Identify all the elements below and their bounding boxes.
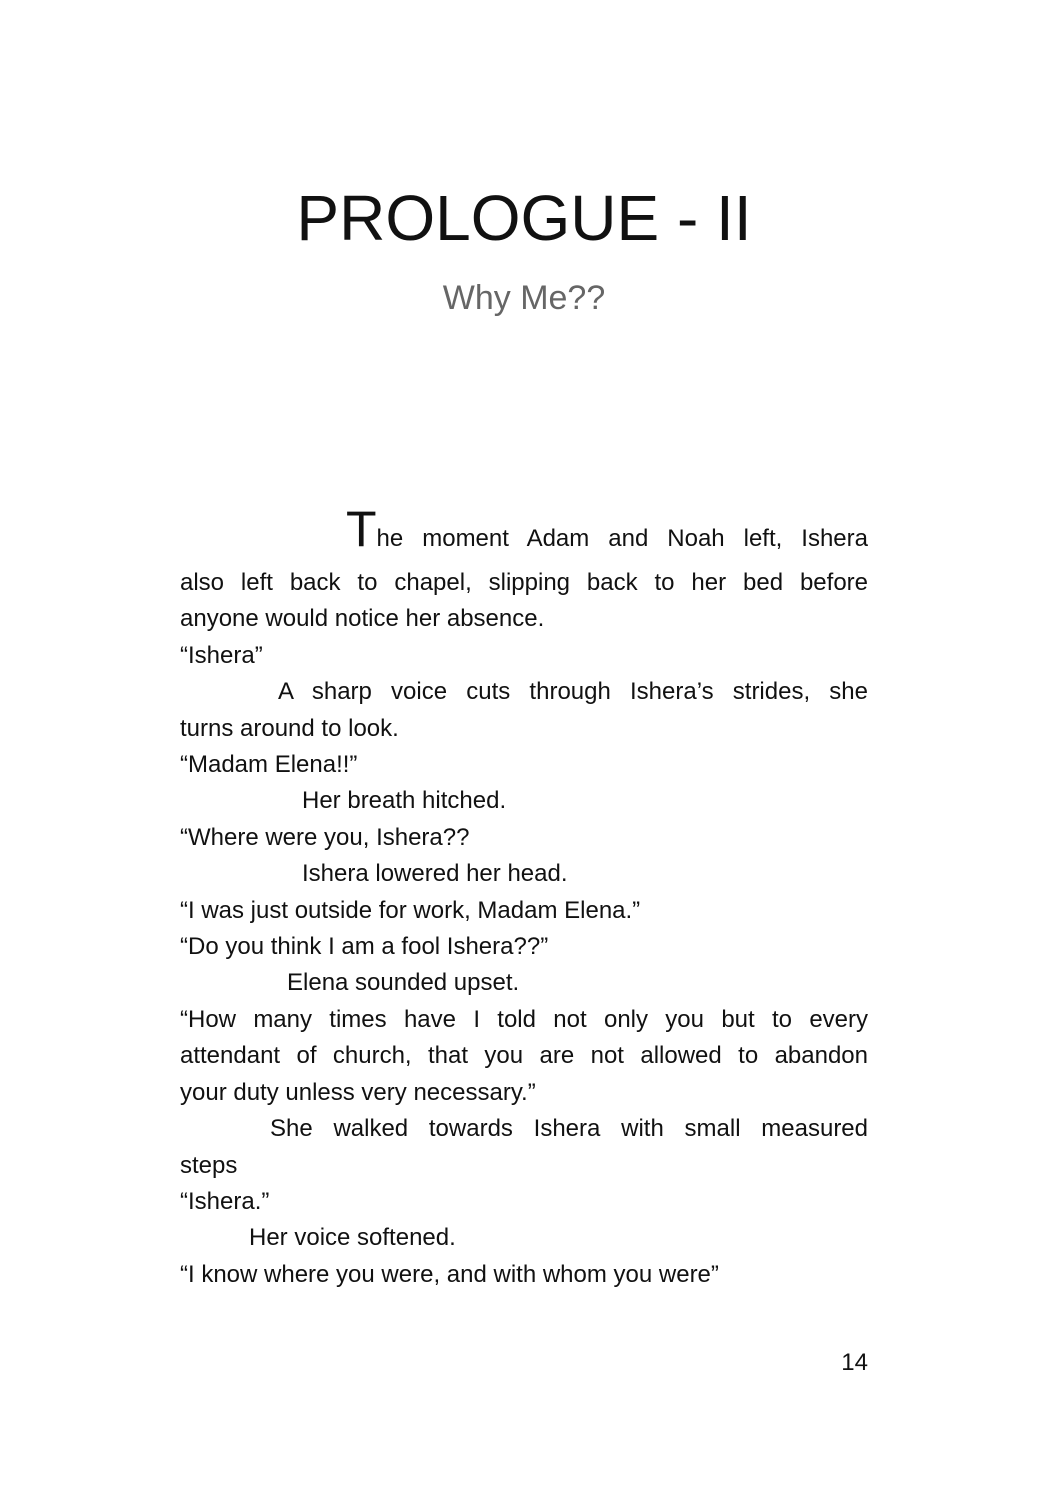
paragraph-line: A sharp voice cuts through Ishera’s strides, she <box>278 678 868 706</box>
paragraph-opening-line <box>180 501 868 565</box>
paragraph-line: also left back to chapel, slipping back to her bed before <box>180 569 868 596</box>
paragraph-line: Her voice softened. <box>249 1224 456 1252</box>
page-number: 14 <box>841 1349 868 1376</box>
paragraph-line: steps <box>180 1151 238 1179</box>
dialogue-line: “Madam Elena!!” <box>180 751 358 779</box>
chapter-title: PROLOGUE - II <box>296 182 752 254</box>
dialogue-line: your duty unless very necessary.” <box>180 1078 536 1106</box>
paragraph-line: anyone would notice her absence. <box>180 605 545 633</box>
dialogue-line: attendant of church, that you are not allowed to abandon <box>180 1042 868 1070</box>
paragraph-line: She walked towards Ishera with small measured <box>270 1115 868 1143</box>
dialogue-line: “Do you think I am a fool Ishera??” <box>180 933 549 961</box>
paragraph-line: turns around to look. <box>180 714 399 742</box>
dialogue-line: “Ishera.” <box>180 1187 270 1215</box>
dialogue-line: “I was just outside for work, Madam Elena.” <box>180 896 641 924</box>
dialogue-line: “I know where you were, and with whom you were” <box>180 1260 719 1288</box>
dialogue-line: “Where were you, Ishera?? <box>180 823 470 851</box>
paragraph-line: Her breath hitched. <box>302 787 507 815</box>
dialogue-line: “Ishera” <box>180 641 263 669</box>
opening-line-text: he moment Adam and Noah left, Ishera <box>376 525 868 552</box>
chapter-subtitle: Why Me?? <box>442 279 606 317</box>
chapter-body <box>180 501 868 1293</box>
dialogue-line: “How many times have I told not only you but to every <box>180 1005 868 1033</box>
paragraph-line: Elena sounded upset. <box>287 969 520 997</box>
drop-cap: T <box>346 501 377 557</box>
paragraph-line: Ishera lowered her head. <box>302 860 568 888</box>
